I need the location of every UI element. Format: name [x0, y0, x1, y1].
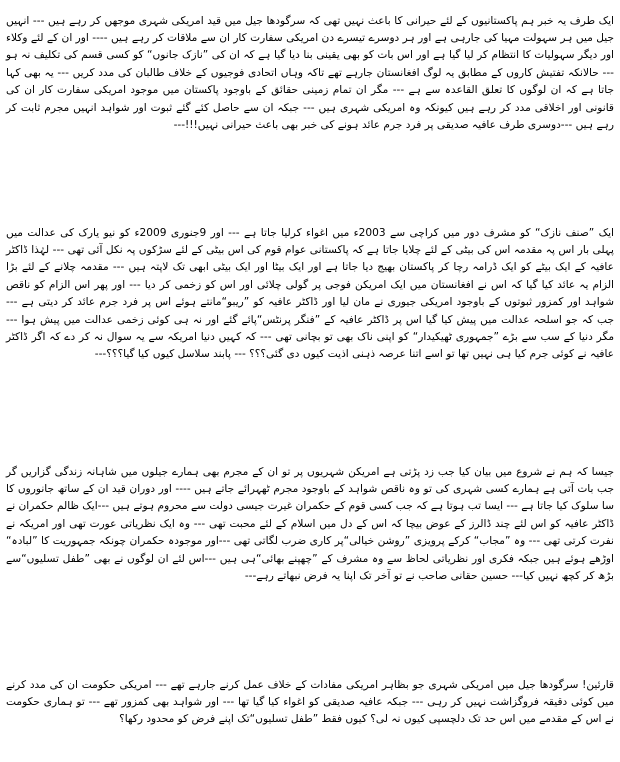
article-paragraph-3: جیسا کہ ہم نے شروع میں بیان کیا جب زد پڑتی ہے امریکن شہریوں پر تو ان کے مجرم بھی ہمارے جیلوں میں شاہانہ زندگی گزاریں گر جب بات آتی ہے ہمارے کسی شہری کی تو وہ ناقص شواہد کے باوجود مجرم ٹھہرائے جاتے ہیں ---- اور دوران قید ان کے ساتھ جانوروں کا سا سلوک کیا جاتا ہے --- ایسا تب ہوتا ہے کہ جب کسی قوم کے حکمران غیرت جیسی دولت سے محروم ہوتے ہیں ---ایک ظالم حکمران نے ڈاکٹر عافیہ کو اس لئے چند ڈالرز کے عوض بیچا کہ اس کے دل میں اسلام کے لئے محبت تھی --- وہ ایک نظریاتی عورت تھی اور امریکہ نے نفرت کرتی تھی --- وہ ”مجاب“ کرکے پرویزی ”روشن خیالی“پر کاری ضرب لگاتی تھی ---اور موجودہ حکمران چونکہ جمہوریت کا ”لبادہ“ اوڑھے ہوئے ہیں جبکہ فکری اور نظریاتی لحاظ سے وہ مشرف کے ”چھپنے بھائی“ہی ہیں ---اس لئے ان لوگوں نے بھی ”طفل تسلیوں“سے بڑھ کر کچھ نہیں کیا--- حسین حقانی صاحب نے تو آخر تک اپنا یہ فرض نبھاتے رہے---: [6, 465, 614, 583]
article-paragraph-1: ایک طرف یہ خبر ہم پاکستانیوں کے لئے حیرانی کا باعث نہیں تھی کہ سرگودھا جیل میں قید امریکی شہری موجھں کر رہے ہیں --- انہیں جیل میں ہر سہولت مہیا کی جارہی ہے اور ہر دوسرے تیسرے دن امریکی سفارت کار ان سے ملاقات کر رہے ہیں ---- اور ان کے لئے وکلاء اور دیگر سہولیات کا انتظام کر لیا گیا ہے اور اس بات کو بھی یقینی بنا دیا گیا ہے کہ ان کی ”نازک جانوں“ کو کسی قسم کی تکلیف نہ ہو --- حالانکہ تفتیش کاروں کے مطابق یہ لوگ افغانستان جارہے تھے تاکہ وہاں اتحادی فوجیوں کے خلاف طالبان کی مدد کریں --- یہ بھی کہا جاتا ہے کہ ان لوگوں کا تعلق القاعدہ سے ہے --- مگر ان تمام زمینی حقائق کے باوجود پاکستان میں موجود امریکی سفارت کار ان کی قانونی اور اخلاقی مدد کر رہے ہیں کیونکہ وہ امریکی شہری ہیں --- جبکہ ان سے حاصل کئے گئے ثبوت اور شواہد انہیں مجرم ثابت کر رہے ہیں ---دوسری طرف عافیہ صدیقی پر فرد جرم عائد ہونے کی خبر بھی باعث حیرانی نہیں!!!---: [6, 14, 614, 132]
article-paragraph-2: ایک ”صنف نازک“ کو مشرف دور میں کراچی سے 2003ء میں اغواء کرلیا جاتا ہے --- اور 9جنوری 2009ء کو نیو یارک کی عدالت میں پہلی بار اس پہ مقدمہ اس کی بیٹی کے لئے چلایا جاتا ہے کہ پاکستانی عوام قوم کی اس بیٹی کے لئے سڑکوں پہ نکل آئی تھی --- لہٰذا ڈاکٹر عافیہ کے ایک بیٹے کو ایک ڈرامہ رچا کر پاکستان بھیج دیا جاتا ہے اور ایک بیٹا اور ایک بیٹی ابھی تک لاپتہ ہیں --- مقدمہ چلانے کے لئے بڑا الزام یہ عائد کیا گیا کہ اس نے افغانستان میں ایک امریکن فوجی پر گولی چلائی اور اس کو زخمی کر دیا --- اور پھر اس الزام کو ناقص شواہد اور کمزور ثبوتوں کے باوجود امریکی جیوری نے مان لیا اور ڈاکٹر عافیہ کو ”ریبو“مانتے ہوئے اس پر فرد جرم عائد کر دیتی ہے --- جب کہ جو اسلحہ عدالت میں پیش کیا گیا اس پر ڈاکٹر عافیہ کے ”فنگر پرنٹس“پائے گئے اور نہ ہی کوئی زخمی عدالت میں پیش ہوا --- مگر دنیا کے سب سے بڑے ”جمہوری ٹھیکیدار“ کو اپنی ناک بھی تو بچانی تھی --- کہ کہیں دنیا امریکہ سے یہ سوال نہ کر دے کہ اگر ڈاکٹر عافیہ نے کوئی جرم کیا ہی نہیں تھا تو اسے اتنا عرصہ ذہنی اذیت کیوں دی گئی؟؟؟ --- پابند سلاسل کیوں کیا گیا؟؟؟---: [6, 226, 614, 361]
article-paragraph-4: قارئین! سرگودھا جیل میں امریکی شہری جو بظاہر امریکی مفادات کے خلاف عمل کرنے جارہے تھے --- امریکی حکومت ان کی مدد کرنے میں کوئی دقیقہ فروگزاشت نہیں کر رہی --- جبکہ عافیہ صدیقی کو اغواء کیا گیا تھا --- اور شواہد بھی کمزور تھے --- تو ہماری حکومت نے اس کے مقدمے میں اس حد تک دلچسپی کیوں نہ لی؟ کیوں فقط ”طفل تسلیوں“تک اپنے فرض کو محدود رکھا؟: [6, 678, 614, 726]
